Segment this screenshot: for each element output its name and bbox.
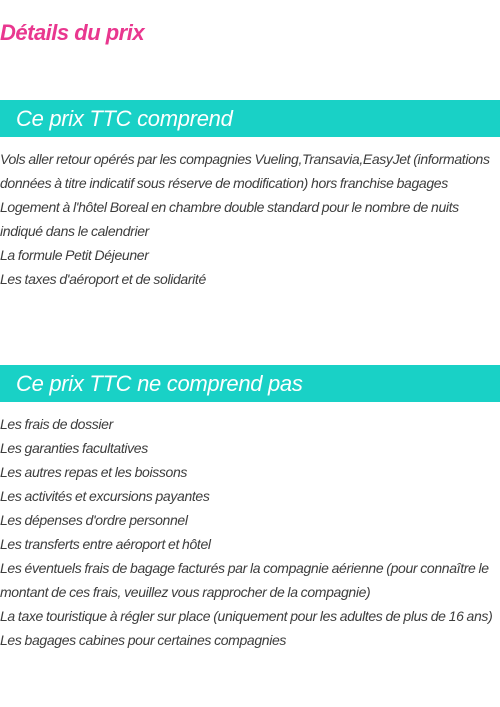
- excluded-item: Les frais de dossier: [0, 416, 113, 432]
- excluded-section-heading: Ce prix TTC ne comprend pas: [0, 365, 500, 402]
- excluded-item: Les bagages cabines pour certaines compagnies: [0, 632, 287, 648]
- page-title: Détails du prix: [0, 20, 145, 45]
- excluded-item: Les transferts entre aéroport et hôtel: [0, 536, 211, 552]
- included-section-heading: Ce prix TTC comprend: [0, 100, 500, 137]
- included-item: Vols aller retour opérés par les compagnies Vueling,Transavia,EasyJet (informations données à titre indicatif sous réserve de modification) hors franchise bagages: [0, 151, 490, 191]
- excluded-item: Les activités et excursions payantes: [0, 488, 210, 504]
- excluded-item: Les garanties facultatives: [0, 440, 148, 456]
- excluded-item: Les dépenses d'ordre personnel: [0, 512, 188, 528]
- included-item: Les taxes d'aéroport et de solidarité: [0, 271, 206, 287]
- included-item: Logement à l'hôtel Boreal en chambre double standard pour le nombre de nuits indiqué dans le calendrier: [0, 199, 459, 239]
- excluded-item: Les éventuels frais de bagage facturés par la compagnie aérienne (pour connaître le montant de ces frais, veuillez vous rapprocher de la compagnie): [0, 560, 489, 600]
- excluded-items-list: [0, 412, 500, 652]
- excluded-item: La taxe touristique à régler sur place (uniquement pour les adultes de plus de 16 ans): [0, 608, 493, 624]
- included-items-list: [0, 147, 500, 291]
- excluded-item: Les autres repas et les boissons: [0, 464, 188, 480]
- included-item: La formule Petit Déjeuner: [0, 247, 149, 263]
